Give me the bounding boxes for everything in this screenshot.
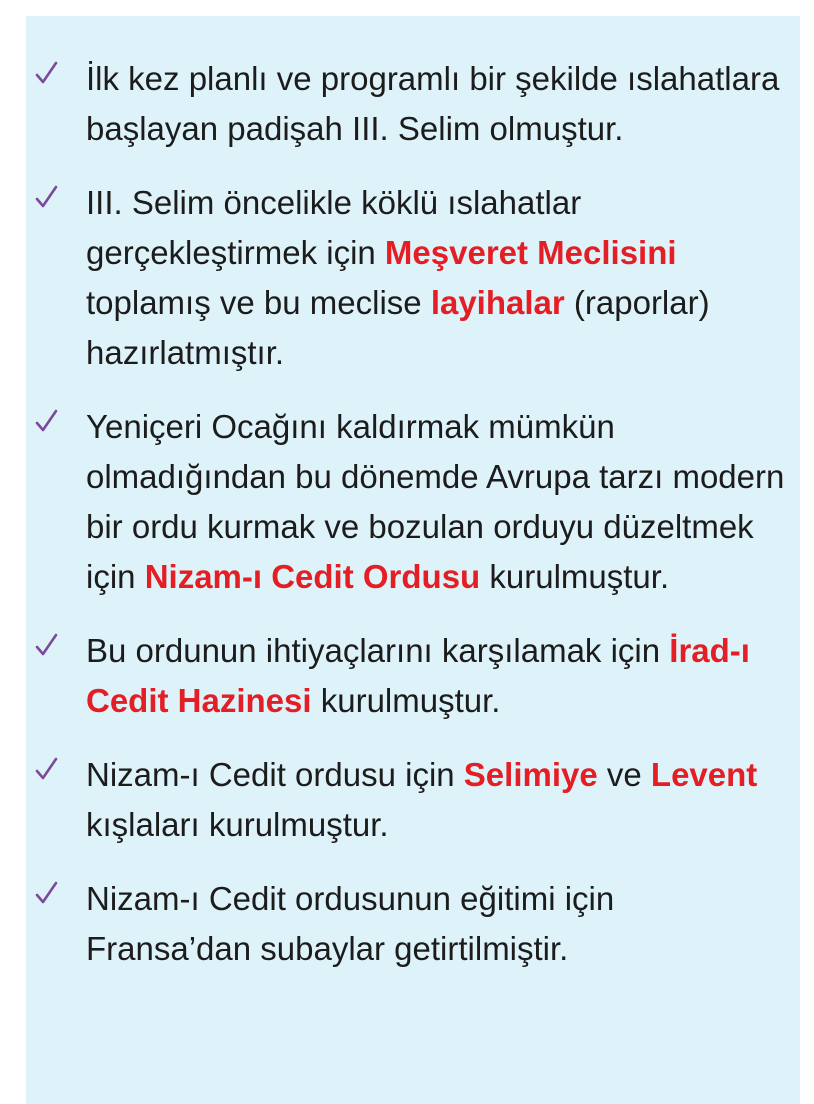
text-run: (raporlar) hazırlatmıştır. <box>86 284 710 371</box>
bullet-text <box>86 880 614 967</box>
check-icon <box>32 628 60 662</box>
text-run: Nizam-ı Cedit ordusu için <box>86 756 464 793</box>
text-run: İlk kez planlı ve programlı bir şekilde ıslahatlara başlayan padişah III. Selim olmuştur. <box>86 60 780 147</box>
highlighted-term: layihalar <box>430 284 565 321</box>
text-run: Nizam-ı Cedit ordusunun eğitimi için Fransa’dan subaylar getirtilmiştir. <box>86 880 615 967</box>
check-icon <box>32 404 60 438</box>
text-run: III. Selim öncelikle köklü ıslahatlar gerçekleştirmek için <box>86 184 582 271</box>
bullet-text <box>86 408 784 595</box>
bullet-text <box>86 60 779 147</box>
text-run: kışlaları kurulmuştur. <box>86 806 389 843</box>
list-item <box>26 750 800 850</box>
bullet-list <box>26 16 800 974</box>
text-run: Yeniçeri Ocağını kaldırmak mümkün olmadığından bu dönemde Avrupa tarzı modern bir ordu kurmak ve bozulan orduyu düzeltmek için <box>86 408 785 595</box>
text-run: ve <box>597 756 651 793</box>
list-item <box>26 54 800 154</box>
info-panel <box>26 16 800 1104</box>
bullet-text <box>86 184 710 371</box>
text-run: kurulmuştur. <box>480 558 670 595</box>
check-icon <box>32 876 60 910</box>
text-run: Bu ordunun ihtiyaçlarını karşılamak için <box>86 632 670 669</box>
text-run: kurulmuştur. <box>311 682 501 719</box>
list-item <box>26 874 800 974</box>
highlighted-term: İrad-ı Cedit Hazinesi <box>86 632 750 719</box>
check-icon <box>32 752 60 786</box>
check-icon <box>32 56 60 90</box>
check-icon <box>32 180 60 214</box>
highlighted-term: Nizam-ı Cedit Ordusu <box>144 558 481 595</box>
text-run: toplamış ve bu meclise <box>86 284 431 321</box>
list-item <box>26 178 800 378</box>
highlighted-term: Meşveret Meclisini <box>384 234 677 271</box>
bullet-text <box>86 632 750 719</box>
highlighted-term: Selimiye <box>463 756 598 793</box>
highlighted-term: Levent <box>650 756 758 793</box>
list-item <box>26 626 800 726</box>
bullet-text <box>86 756 757 843</box>
list-item <box>26 402 800 602</box>
